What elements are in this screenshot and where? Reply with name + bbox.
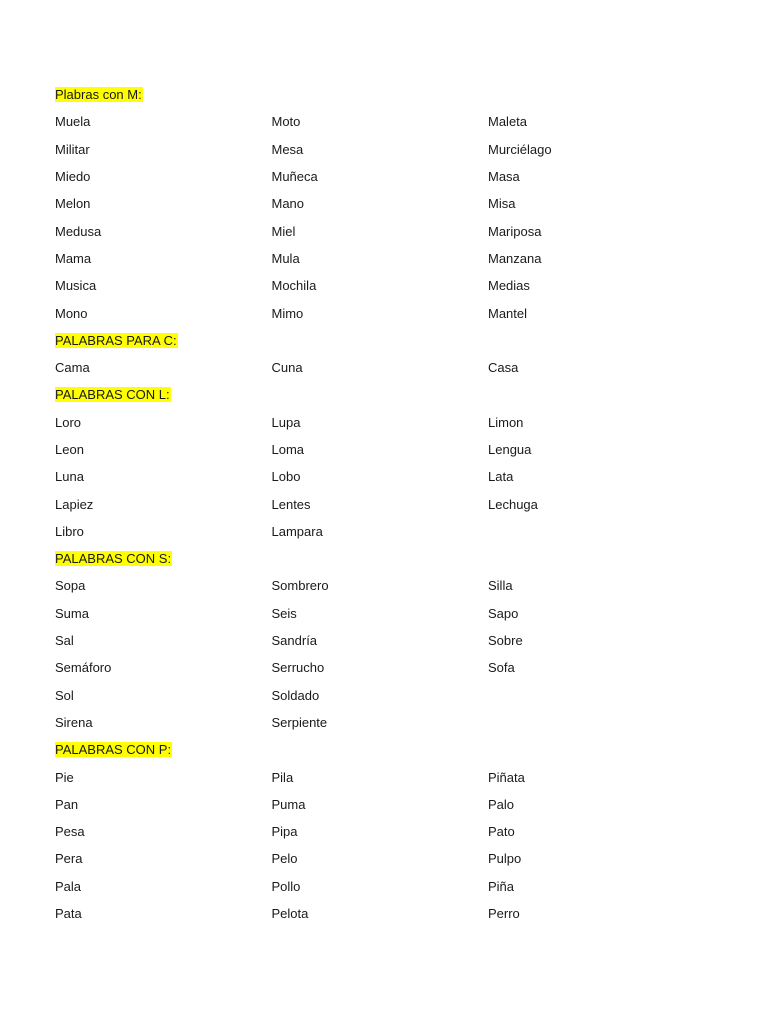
word-section xyxy=(55,545,715,736)
word-cell: Sobre xyxy=(488,633,523,649)
word-cell: Pelota xyxy=(271,906,309,922)
word-row xyxy=(55,763,715,790)
word-row xyxy=(55,163,715,190)
word-cell: Cama xyxy=(55,360,90,376)
word-row xyxy=(55,682,715,709)
word-cell: Serpiente xyxy=(271,714,328,730)
section-heading: PALABRAS CON P: xyxy=(55,742,172,758)
word-cell: Sombrero xyxy=(271,578,329,594)
word-row xyxy=(55,900,715,927)
word-cell: Luna xyxy=(55,469,84,485)
word-cell: Pulpo xyxy=(488,851,522,867)
word-cell: Mesa xyxy=(271,141,304,157)
word-cell: Miedo xyxy=(55,169,91,185)
word-row xyxy=(55,409,715,436)
word-row xyxy=(55,518,715,545)
word-row xyxy=(55,190,715,217)
word-cell: Sal xyxy=(55,633,74,649)
word-cell: Mula xyxy=(271,250,300,266)
word-row xyxy=(55,818,715,845)
word-cell: Mano xyxy=(271,196,305,212)
word-cell: Soldado xyxy=(271,687,320,703)
word-row xyxy=(55,436,715,463)
word-cell: Sofa xyxy=(488,660,515,676)
word-cell: Cuna xyxy=(271,360,303,376)
word-cell: Lengua xyxy=(488,442,532,457)
word-cell: Pila xyxy=(271,769,294,785)
word-section xyxy=(55,81,715,327)
word-cell: Loro xyxy=(55,414,82,430)
word-cell: Palo xyxy=(488,796,515,812)
word-cell: Pie xyxy=(55,769,74,785)
word-row xyxy=(55,272,715,299)
word-cell: Manzana xyxy=(488,250,542,266)
word-row xyxy=(55,654,715,681)
word-cell: Pan xyxy=(55,796,79,812)
word-cell: Silla xyxy=(488,578,513,594)
word-cell: Lupa xyxy=(271,414,301,430)
section-heading-line xyxy=(55,545,715,572)
word-cell: Muñeca xyxy=(271,169,318,185)
section-heading-line xyxy=(55,381,715,408)
section-heading-line xyxy=(55,81,715,108)
word-cell: Sandría xyxy=(271,633,318,649)
word-cell: Serrucho xyxy=(271,660,325,676)
section-heading-line xyxy=(55,736,715,763)
word-cell: Melon xyxy=(55,196,91,212)
word-row xyxy=(55,245,715,272)
word-cell: Libro xyxy=(55,523,84,539)
word-cell: Lechuga xyxy=(488,496,538,512)
word-cell: Militar xyxy=(55,141,90,157)
word-cell: Mochila xyxy=(271,278,317,294)
word-cell: Muela xyxy=(55,114,91,130)
word-cell: Casa xyxy=(488,360,519,376)
word-cell: Pato xyxy=(488,824,515,840)
word-cell: Pera xyxy=(55,851,83,867)
word-cell: Medias xyxy=(488,278,530,294)
word-cell: Pollo xyxy=(271,878,301,894)
word-cell: Lata xyxy=(488,469,514,485)
word-section xyxy=(55,381,715,545)
word-cell: Pesa xyxy=(55,824,85,840)
word-cell: Mama xyxy=(55,250,92,266)
word-row xyxy=(55,108,715,135)
word-cell: Pipa xyxy=(271,824,298,840)
word-cell: Murciélago xyxy=(488,141,552,157)
word-row xyxy=(55,873,715,900)
word-cell: Pata xyxy=(55,906,82,922)
word-cell: Perro xyxy=(488,906,520,922)
document-body xyxy=(55,81,715,927)
word-cell: Seis xyxy=(271,605,297,621)
word-row xyxy=(55,627,715,654)
word-cell: Limon xyxy=(488,414,524,430)
word-cell: Puma xyxy=(271,796,306,812)
word-cell: Miel xyxy=(271,223,296,239)
word-row xyxy=(55,299,715,326)
word-row xyxy=(55,463,715,490)
word-cell: Suma xyxy=(55,605,89,621)
word-row xyxy=(55,490,715,517)
word-cell: Sol xyxy=(55,687,74,703)
word-cell: Mimo xyxy=(271,305,304,321)
word-cell: Mono xyxy=(55,305,88,321)
word-cell: Moto xyxy=(271,114,301,130)
word-cell: Maleta xyxy=(488,114,528,130)
word-cell: Musica xyxy=(55,278,97,294)
word-cell: Sirena xyxy=(55,714,93,730)
word-row xyxy=(55,791,715,818)
section-heading: PALABRAS PARA C: xyxy=(55,332,177,348)
word-cell: Misa xyxy=(488,196,516,212)
word-cell: Semáforo xyxy=(55,660,112,676)
word-cell: Sopa xyxy=(55,578,86,594)
word-row xyxy=(55,600,715,627)
word-row xyxy=(55,845,715,872)
word-cell: Piña xyxy=(488,878,515,894)
word-row xyxy=(55,709,715,736)
section-heading-line xyxy=(55,327,715,354)
word-row xyxy=(55,572,715,599)
section-heading: Plabras con M: xyxy=(55,87,142,103)
word-cell: Mariposa xyxy=(488,223,542,239)
word-row xyxy=(55,136,715,163)
word-section xyxy=(55,736,715,927)
word-cell: Pala xyxy=(55,878,82,894)
word-cell: Sapo xyxy=(488,605,519,621)
section-heading: PALABRAS CON S: xyxy=(55,551,172,567)
word-cell: Mantel xyxy=(488,305,528,321)
word-section xyxy=(55,327,715,382)
word-cell: Masa xyxy=(488,169,520,185)
word-cell: Lapiez xyxy=(55,496,94,512)
word-cell: Pelo xyxy=(271,851,298,867)
word-row xyxy=(55,354,715,381)
section-heading: PALABRAS CON L: xyxy=(55,387,170,403)
word-cell: Leon xyxy=(55,442,84,457)
word-cell: Medusa xyxy=(55,223,102,239)
word-row xyxy=(55,217,715,244)
word-cell: Piñata xyxy=(488,769,525,785)
word-cell: Lampara xyxy=(271,523,323,539)
word-cell: Loma xyxy=(271,442,305,457)
word-cell: Lentes xyxy=(271,496,311,512)
word-cell: Lobo xyxy=(271,469,301,485)
